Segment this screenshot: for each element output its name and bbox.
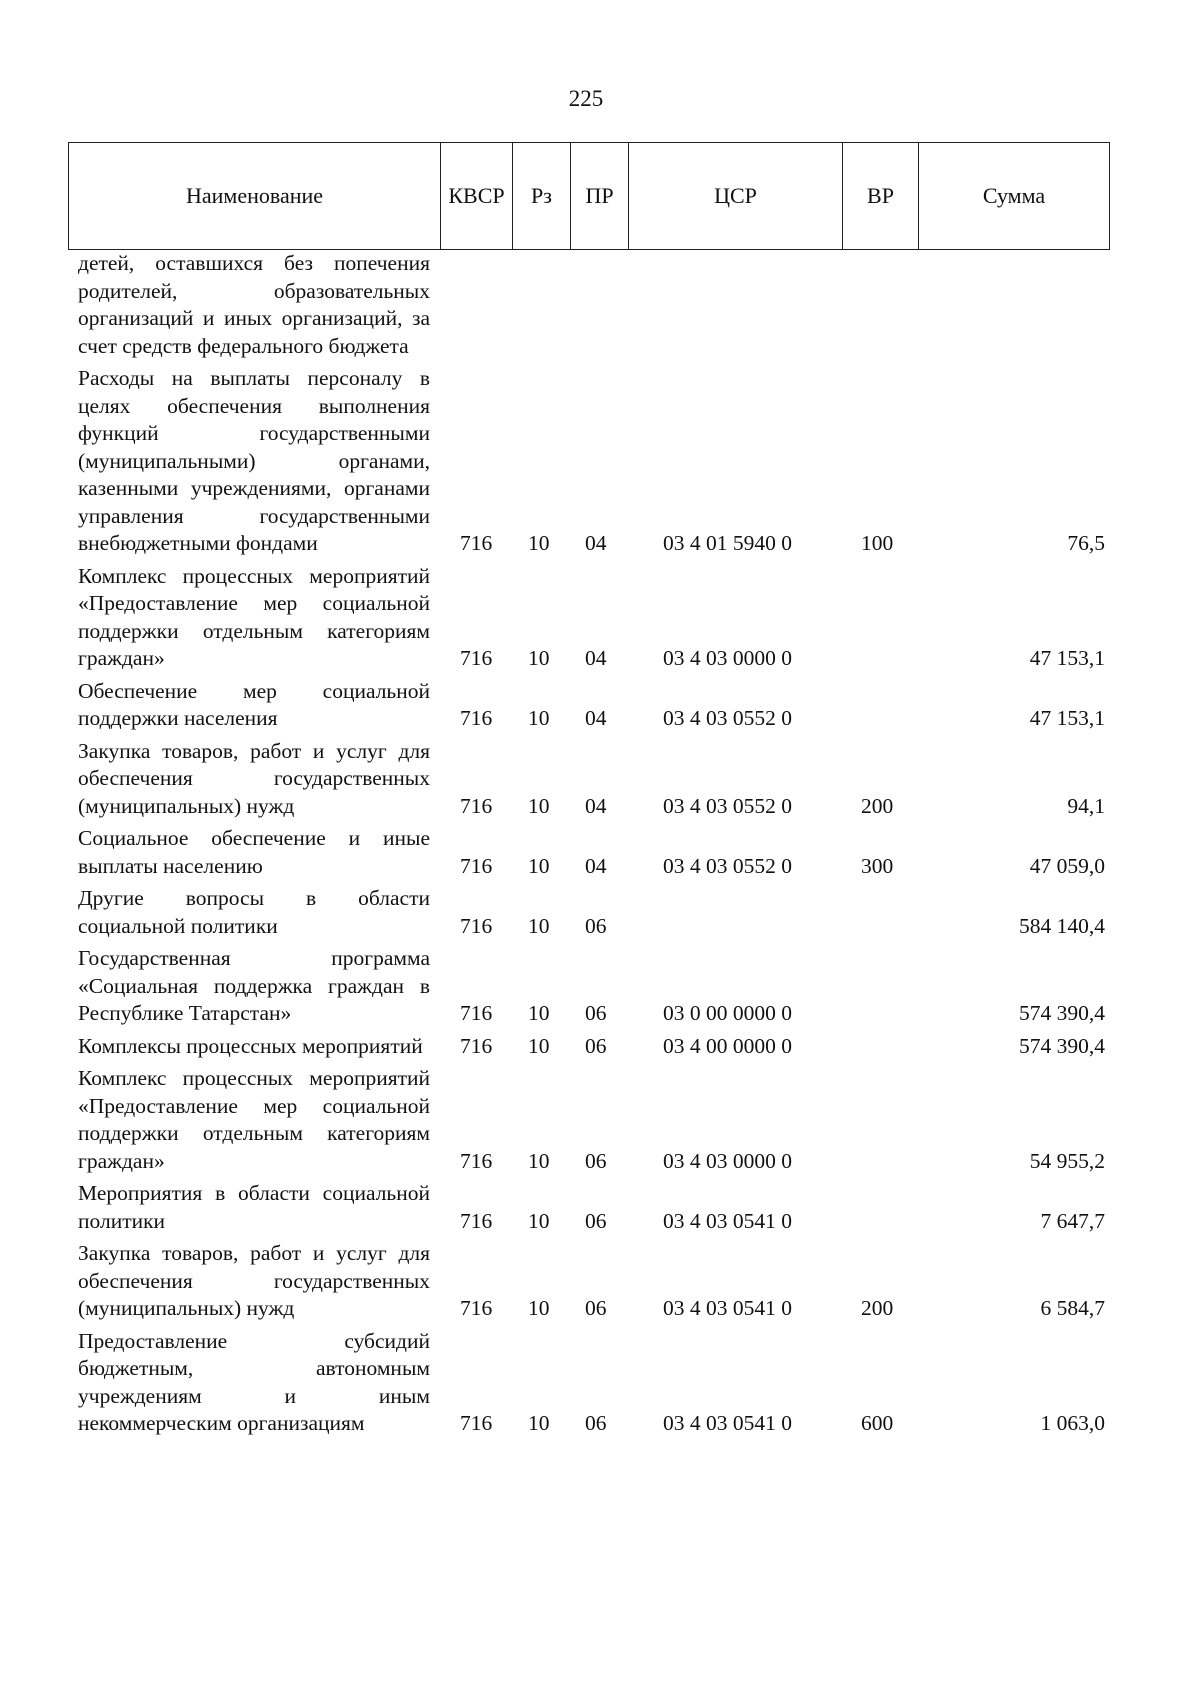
header-vr: ВР (843, 143, 919, 249)
row-name: Комплекс процессных мероприятий «Предоставление мер социальной поддержки отдельным категориям граждан» (78, 563, 430, 670)
row-rz: 10 (528, 853, 550, 878)
table-row (0, 1180, 1200, 1235)
row-kvsr: 716 (460, 531, 493, 555)
row-pr: 06 (585, 1208, 607, 1233)
header-csr: ЦСР (629, 143, 843, 249)
row-csr: 03 4 00 0000 0 (663, 1033, 792, 1058)
row-sum: 76,5 (1067, 531, 1105, 555)
table-row (0, 945, 1200, 1028)
row-kvsr: 716 (460, 1296, 493, 1320)
row-rz: 10 (528, 1001, 550, 1025)
row-csr: 03 4 03 0552 0 (663, 706, 792, 730)
row-sum: 574 390,4 (1019, 1001, 1105, 1025)
row-rz: 10 (528, 1148, 550, 1173)
row-csr: 03 4 03 0000 0 (663, 1148, 792, 1173)
row-rz: 10 (528, 1033, 550, 1058)
row-vr: 200 (861, 1296, 894, 1320)
row-csr: 03 4 03 0541 0 (663, 1208, 792, 1233)
row-pr: 04 (585, 531, 607, 555)
row-pr: 06 (585, 1296, 607, 1320)
row-csr: 03 0 00 0000 0 (663, 1001, 792, 1025)
row-rz: 10 (528, 1296, 550, 1320)
row-kvsr: 716 (460, 1411, 493, 1435)
row-rz: 10 (528, 913, 550, 938)
row-rz: 10 (528, 646, 550, 670)
row-vr: 600 (861, 1411, 894, 1435)
row-name: детей, оставшихся без попечения родителей, образовательных организаций и иных организаций, за счет средств федерального бюджета (78, 251, 430, 358)
row-vr: 100 (861, 531, 894, 555)
row-rz: 10 (528, 531, 550, 555)
row-name: Мероприятия в области социальной политики (78, 1181, 430, 1233)
row-vr: 300 (861, 853, 894, 878)
page-number: 225 (568, 86, 604, 111)
row-name: Обеспечение мер социальной поддержки населения (78, 678, 430, 730)
table-row (0, 885, 1200, 940)
row-sum: 54 955,2 (1029, 1148, 1105, 1173)
row-sum: 584 140,4 (1019, 913, 1105, 938)
header-sum: Сумма (982, 183, 1046, 208)
row-name: Другие вопросы в области социальной политики (78, 886, 430, 938)
row-pr: 06 (585, 913, 607, 938)
row-rz: 10 (528, 1411, 550, 1435)
row-pr: 06 (585, 1033, 607, 1058)
row-sum: 47 153,1 (1029, 706, 1105, 730)
table-body (0, 250, 1200, 1443)
row-csr: 03 4 01 5940 0 (663, 531, 792, 555)
row-csr: 03 4 03 0541 0 (663, 1296, 792, 1320)
row-kvsr: 716 (460, 646, 493, 670)
row-pr: 04 (585, 793, 607, 818)
row-csr: 03 4 03 0552 0 (663, 853, 792, 878)
row-pr: 06 (585, 1148, 607, 1173)
table-row (0, 563, 1200, 673)
row-rz: 10 (528, 793, 550, 818)
row-sum: 47 153,1 (1029, 646, 1105, 670)
row-sum: 7 647,7 (1040, 1208, 1105, 1233)
table-row (0, 738, 1200, 821)
row-sum: 574 390,4 (1019, 1033, 1105, 1058)
row-kvsr: 716 (460, 1208, 493, 1233)
row-name: Закупка товаров, работ и услуг для обеспечения государственных (муниципальных) нужд (78, 1241, 430, 1320)
row-name: Государственная программа «Социальная поддержка граждан в Республике Татарстан» (78, 946, 430, 1025)
row-name: Комплексы процессных мероприятий (78, 1033, 423, 1058)
row-pr: 04 (585, 646, 607, 670)
table-row (0, 1328, 1200, 1438)
table-row (0, 365, 1200, 558)
row-rz: 10 (528, 1208, 550, 1233)
table-row (0, 1240, 1200, 1323)
header-rz: Рз (513, 143, 571, 249)
header-kvsr: КВСР (441, 143, 513, 249)
row-vr: 200 (861, 793, 894, 818)
row-pr: 04 (585, 706, 607, 730)
row-csr: 03 4 03 0000 0 (663, 646, 792, 670)
row-kvsr: 716 (460, 1148, 493, 1173)
header-name: Наименование (69, 143, 441, 249)
row-csr: 03 4 03 0552 0 (663, 793, 792, 818)
row-pr: 04 (585, 853, 607, 878)
header-pr: ПР (571, 143, 629, 249)
row-sum: 6 584,7 (1040, 1296, 1105, 1320)
row-kvsr: 716 (460, 706, 493, 730)
row-sum: 94,1 (1067, 793, 1105, 818)
table-row (0, 1065, 1200, 1175)
row-csr: 03 4 03 0541 0 (663, 1411, 792, 1435)
row-name: Расходы на выплаты персоналу в целях обеспечения выполнения функций государственными (муниципальными) органами, казенными учреждениями, органами управления государственными внебюджетными фондами (78, 366, 430, 555)
row-kvsr: 716 (460, 913, 493, 938)
row-name: Закупка товаров, работ и услуг для обеспечения государственных (муниципальных) нужд (78, 738, 430, 818)
row-pr: 06 (585, 1411, 607, 1435)
row-rz: 10 (528, 706, 550, 730)
row-name: Комплекс процессных мероприятий «Предоставление мер социальной поддержки отдельным категориям граждан» (78, 1066, 430, 1173)
row-kvsr: 716 (460, 1033, 493, 1058)
row-sum: 47 059,0 (1029, 853, 1105, 878)
table-row (0, 678, 1200, 733)
table-row (0, 825, 1200, 880)
row-name: Предоставление субсидий бюджетным, автономным учреждениям и иным некоммерческим организациям (78, 1328, 430, 1435)
row-name: Социальное обеспечение и иные выплаты населению (78, 826, 430, 878)
row-kvsr: 716 (460, 853, 493, 878)
table-row (0, 1033, 1200, 1061)
table-row (0, 250, 1200, 360)
row-kvsr: 716 (460, 1001, 493, 1025)
row-sum: 1 063,0 (1040, 1411, 1105, 1435)
table-header (68, 142, 1110, 250)
row-kvsr: 716 (460, 793, 493, 818)
row-pr: 06 (585, 1001, 607, 1025)
